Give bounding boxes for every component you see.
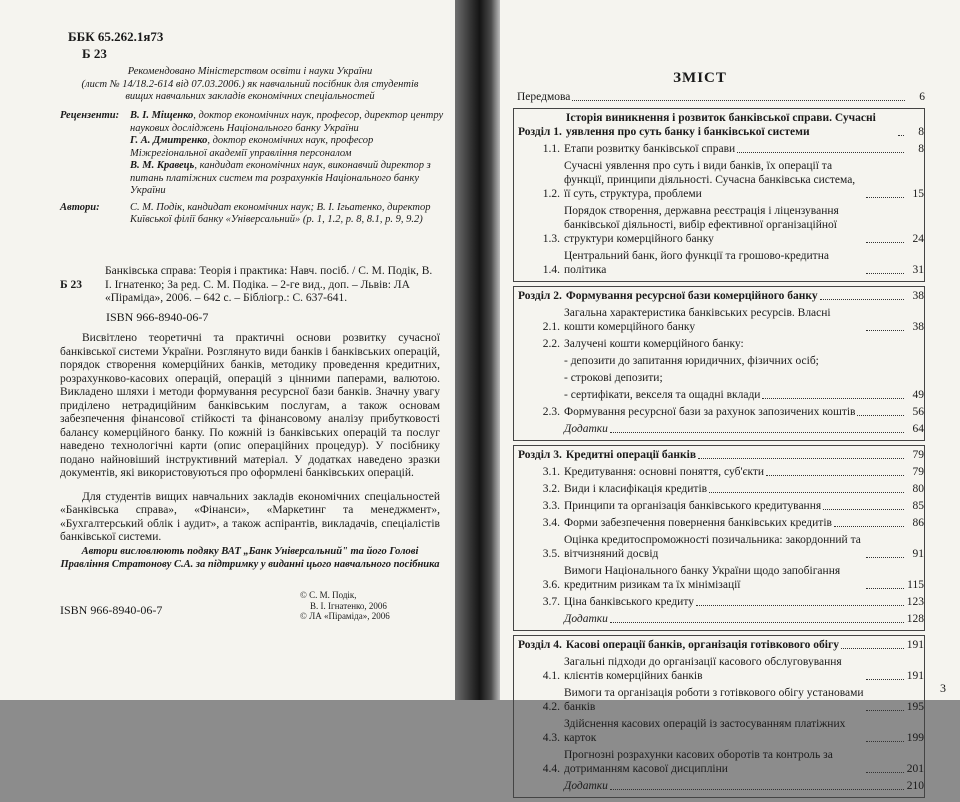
copyright-notice bbox=[300, 590, 390, 622]
toc-subsection bbox=[514, 405, 924, 419]
toc-section bbox=[513, 108, 925, 282]
classification-block bbox=[68, 28, 163, 62]
entry-number: 3.6. bbox=[542, 579, 560, 591]
entry-page: 79 bbox=[912, 449, 924, 461]
entry-number: 1.1. bbox=[542, 143, 560, 155]
dot-leader bbox=[698, 458, 904, 459]
entry-title: Прогнозні розрахунки касових оборотів та контроль за дотриманням касової дисципліни bbox=[564, 749, 833, 775]
entry-title: Форми забезпечення повернення банківських кредитів bbox=[564, 517, 832, 529]
entry-number: 1.4. bbox=[542, 264, 560, 276]
entry-page: 6 bbox=[919, 91, 925, 103]
recommend-line: (лист № 14/18.2-614 від 07.03.2006.) як навчальний посібник для студентів bbox=[81, 78, 419, 90]
entry-page: 201 bbox=[906, 763, 924, 775]
entry-page: 199 bbox=[906, 732, 924, 744]
toc-subsection bbox=[514, 465, 924, 479]
copyright-line: © С. М. Подік, bbox=[300, 590, 357, 600]
entry-page: 80 bbox=[912, 483, 924, 495]
table-of-contents bbox=[513, 90, 925, 802]
entry-number: Розділ 4. bbox=[518, 639, 562, 651]
entry-title: Додатки bbox=[564, 780, 608, 792]
entry-page: 195 bbox=[906, 701, 924, 713]
imprint-page bbox=[0, 0, 455, 700]
dot-leader bbox=[610, 789, 904, 790]
entry-page: 79 bbox=[912, 466, 924, 478]
entry-number: 4.3. bbox=[542, 732, 560, 744]
entry-title: Додатки bbox=[564, 423, 608, 435]
dot-leader bbox=[766, 475, 904, 476]
toc-subentry bbox=[514, 354, 924, 368]
dot-leader bbox=[834, 526, 904, 527]
reviewers-block bbox=[60, 110, 445, 227]
entry-title: Вимоги Національного банку України щодо запобігання кредитним ризикам та їх мінімізації bbox=[564, 565, 841, 591]
entry-page: 85 bbox=[912, 500, 924, 512]
dot-leader bbox=[610, 622, 904, 623]
authors-entry: С. М. Подік, кандидат економічних наук; В. І. Ігьатенко, директор Київської філії банку «Універсальний» (р. 1, 1.2, р. 8, 8.1, р. 9, 9.2) bbox=[130, 201, 431, 225]
entry-page: 64 bbox=[912, 423, 924, 435]
toc-section bbox=[513, 635, 925, 798]
entry-title: Кредитні операції банків bbox=[565, 449, 697, 461]
entry-page: 24 bbox=[912, 233, 924, 245]
dot-leader bbox=[866, 330, 904, 331]
dot-leader bbox=[737, 152, 904, 153]
dot-leader bbox=[610, 432, 904, 433]
entry-title: Етапи розвитку банківської справи bbox=[564, 143, 736, 155]
entry-title: Кредитування: основні поняття, суб'єкти bbox=[564, 466, 765, 478]
isbn: ISBN 966-8940-06-7 bbox=[106, 310, 209, 324]
page-number: 3 bbox=[940, 681, 946, 695]
entry-title: Принципи та організація банківського кредитування bbox=[564, 500, 822, 512]
entry-page: 115 bbox=[907, 579, 924, 591]
toc-subentry bbox=[514, 612, 924, 626]
toc-subsection bbox=[514, 142, 924, 156]
toc-section bbox=[513, 286, 925, 441]
entry-title: Сучасні уявлення про суть і види банків, їх операції та функції, принципи діяльності. Сучасна банківська система, її суть, структура, проблеми bbox=[564, 160, 856, 200]
entry-title: Види і класифікація кредитів bbox=[564, 483, 708, 495]
toc-section bbox=[513, 445, 925, 631]
toc-subsection bbox=[514, 482, 924, 496]
entry-number: 3.1. bbox=[542, 466, 560, 478]
entry-number: 2.2. bbox=[542, 338, 560, 350]
toc-subentry bbox=[514, 388, 924, 402]
toc-preface bbox=[513, 90, 925, 104]
entry-title: Здійснення касових операцій із застосуванням платіжних карток bbox=[564, 718, 846, 744]
entry-number: 3.7. bbox=[542, 596, 560, 608]
dot-leader bbox=[709, 492, 904, 493]
toc-subsection bbox=[514, 655, 924, 683]
entry-page: 56 bbox=[912, 406, 924, 418]
entry-number: 2.1. bbox=[542, 321, 560, 333]
section-heading bbox=[514, 638, 924, 652]
entry-page: 31 bbox=[912, 264, 924, 276]
entry-title: Порядок створення, державна реєстрація і ліцензування банківської діяльності, вибір ефективної організаційної структури комерційного банку bbox=[564, 205, 839, 245]
book-spine-shadow bbox=[455, 0, 500, 700]
annotation-paragraph: Для студентів вищих навчальних закладів економічних спеціальностей «Банківська справа», «Фінанси», «Маркетинг та менеджмент», «Бухгалтерський облік і аудит», а також аспірантів, викладачів, спеціалістів банківської системи. bbox=[60, 490, 440, 543]
entry-number: 4.2. bbox=[542, 701, 560, 713]
toc-subsection bbox=[514, 564, 924, 592]
entry-number: 1.2. bbox=[542, 188, 560, 200]
entry-number: Розділ 2. bbox=[518, 290, 562, 302]
entry-number: 4.4. bbox=[542, 763, 560, 775]
recommend-line: вищих навчальних закладів економічних спеціальностей bbox=[125, 91, 375, 102]
entry-page: 210 bbox=[906, 780, 924, 792]
reviewer-entry: В. І. Міщенко, доктор економічних наук, професор, директор центру наукових досліджень Національного банку України bbox=[130, 110, 444, 134]
entry-title: Формування ресурсної бази комерційного банку bbox=[565, 290, 818, 302]
toc-subsection bbox=[514, 533, 924, 561]
entry-page: 128 bbox=[906, 613, 924, 625]
dot-leader bbox=[696, 605, 904, 606]
toc-subsection bbox=[514, 717, 924, 745]
entry-title: Формування ресурсної бази за рахунок запозичених коштів bbox=[564, 406, 856, 418]
dot-leader bbox=[898, 135, 904, 136]
reviewers-label: Рецензенти: bbox=[60, 110, 120, 121]
section-heading bbox=[514, 448, 924, 462]
entry-title: Центральний банк, його функції та грошово-кредитна політика bbox=[564, 250, 829, 276]
dot-leader bbox=[762, 398, 904, 399]
entry-title: Загальні підходи до організації касового обслуговування клієнтів комерційних банків bbox=[564, 656, 842, 682]
entry-number: 3.5. bbox=[542, 548, 560, 560]
entry-number: 3.2. bbox=[542, 483, 560, 495]
authors-label: Автори: bbox=[60, 201, 100, 213]
reviewer-entry: В. М. Кравець, кандидат економічних наук, виконавчий директор з питань платіжних систем та розрахунків Національного банку України bbox=[130, 160, 431, 196]
dot-leader bbox=[866, 273, 904, 274]
udc-code: Б 23 bbox=[82, 46, 107, 61]
copyright-line: В. І. Ігнатенко, 2006 bbox=[310, 600, 387, 611]
entry-title: Вимоги та організація роботи з готівкового обігу установами банків bbox=[564, 687, 864, 713]
entry-title: - депозити до запитання юридичних, фізичних осіб; bbox=[564, 355, 819, 367]
section-heading bbox=[514, 289, 924, 303]
dot-leader bbox=[866, 679, 904, 680]
toc-title: ЗМІСТ bbox=[673, 70, 727, 86]
copyright-line: © ЛА «Піраміда», 2006 bbox=[300, 611, 390, 621]
acknowledgement: Автори висловлюють подяку ВАТ „Банк Універсальний" та його Голові Правління Стратонову С.А. за підтримку у виданні цього навчального посібника bbox=[60, 546, 440, 570]
bibliographic-record bbox=[60, 265, 440, 306]
dot-leader bbox=[857, 415, 904, 416]
dot-leader bbox=[866, 772, 904, 773]
reviewer-entry: Г. А. Дмитренко, доктор економічних наук, професор Міжрегіональної академії управління персоналом bbox=[130, 135, 374, 159]
entry-number: Розділ 1. bbox=[518, 126, 562, 138]
entry-page: 49 bbox=[912, 389, 924, 401]
entry-title: Касові операції банків, організація готівкового обігу bbox=[565, 639, 839, 651]
toc-subsection bbox=[514, 748, 924, 776]
entry-title: Оцінка кредитоспроможності позичальника: закордонний та вітчизняний досвід bbox=[564, 534, 861, 560]
annotation-paragraph: Висвітлено теоретичні та практичні основи розвитку сучасної банківської системи України. Розглянуто види банків і банківських операцій, порядок створення комерційних банків, методику проведення кредитних, розрахунково-касових операцій, операцій з цінними паперами, валютою. Викладено шляхи і методи формування ресурсної бази банків. Значну увагу приділено нетрадиційним банківським послугам, а також основам забезпечення фінансової стійкості та фінансовому аналізу прибутковості балансу комерційного банку. По кожній із банківських операцій та послуг наведено технологічні карти (опис операційних процедур). У посібнику подано найновіший інструктивний матеріал. У додатках наведено зразки документів, які використовуються про оформлені банківських операцій. bbox=[60, 332, 440, 479]
toc-subsection bbox=[514, 595, 924, 609]
entry-number: 2.3. bbox=[542, 406, 560, 418]
entry-title: Ціна банківського кредиту bbox=[564, 596, 694, 608]
dot-leader bbox=[866, 741, 904, 742]
dot-leader bbox=[866, 242, 904, 243]
entry-page: 38 bbox=[912, 321, 924, 333]
entry-title: Додатки bbox=[564, 613, 608, 625]
biblio-text: Банківська справа: Теорія і практика: Навч. посіб. / С. М. Подік, В. І. Ігнатенко; За ред. С. М. Подіка. – 2-ге вид., доп. – Львів: ЛА «Піраміда», 2006. – 642 с. – Бібліогр.: С. 637-641. bbox=[105, 265, 433, 304]
toc-subentry bbox=[514, 779, 924, 793]
entry-page: 38 bbox=[912, 290, 924, 302]
toc-subsection bbox=[514, 686, 924, 714]
entry-number: Розділ 3. bbox=[518, 449, 562, 461]
dot-leader bbox=[823, 509, 904, 510]
bbk-code: ББК 65.262.1я73 bbox=[68, 29, 164, 44]
toc-subsection bbox=[514, 204, 924, 246]
recommend-line: Рекомендовано Міністерством освіти і науки України bbox=[127, 66, 373, 77]
isbn-bottom: ISBN 966-8940-06-7 bbox=[60, 603, 163, 617]
toc-subsection bbox=[514, 249, 924, 277]
entry-title: - сертифікати, векселя та ощадні вклади bbox=[564, 389, 761, 401]
entry-title: Залучені кошти комерційного банку: bbox=[564, 338, 744, 350]
entry-page: 91 bbox=[912, 548, 924, 560]
dot-leader bbox=[572, 100, 905, 101]
dot-leader bbox=[866, 588, 904, 589]
toc-subentry bbox=[514, 371, 924, 385]
entry-page: 15 bbox=[912, 188, 924, 200]
ministry-recommendation bbox=[60, 66, 440, 104]
section-heading bbox=[514, 111, 924, 139]
biblio-code: Б 23 bbox=[60, 279, 82, 291]
entry-number: 3.4. bbox=[542, 517, 560, 529]
annotation bbox=[60, 332, 440, 555]
entry-number: 4.1. bbox=[542, 670, 560, 682]
entry-title: Історія виникнення і розвиток банківської справи. Сучасні уявлення про суть банку і банківської системи bbox=[565, 112, 876, 138]
toc-subsection bbox=[514, 306, 924, 334]
entry-page: 8 bbox=[918, 143, 924, 155]
dot-leader bbox=[866, 197, 904, 198]
entry-page: 86 bbox=[912, 517, 924, 529]
entry-title: Загальна характеристика банківських ресурсів. Власні кошти комерційного банку bbox=[564, 307, 831, 333]
entry-page: 191 bbox=[906, 639, 924, 651]
toc-subsection bbox=[514, 499, 924, 513]
toc-subsection bbox=[514, 516, 924, 530]
toc-subsection bbox=[514, 337, 924, 351]
dot-leader bbox=[866, 557, 904, 558]
entry-title: Передмова bbox=[517, 91, 571, 103]
entry-page: 123 bbox=[906, 596, 924, 608]
toc-subsection bbox=[514, 159, 924, 201]
entry-number: 1.3. bbox=[542, 233, 560, 245]
entry-number: 3.3. bbox=[542, 500, 560, 512]
dot-leader bbox=[841, 648, 904, 649]
dot-leader bbox=[820, 299, 904, 300]
entry-page: 8 bbox=[918, 126, 924, 138]
entry-title: - строкові депозити; bbox=[564, 372, 663, 384]
toc-subentry bbox=[514, 422, 924, 436]
dot-leader bbox=[866, 710, 904, 711]
entry-page: 191 bbox=[906, 670, 924, 682]
